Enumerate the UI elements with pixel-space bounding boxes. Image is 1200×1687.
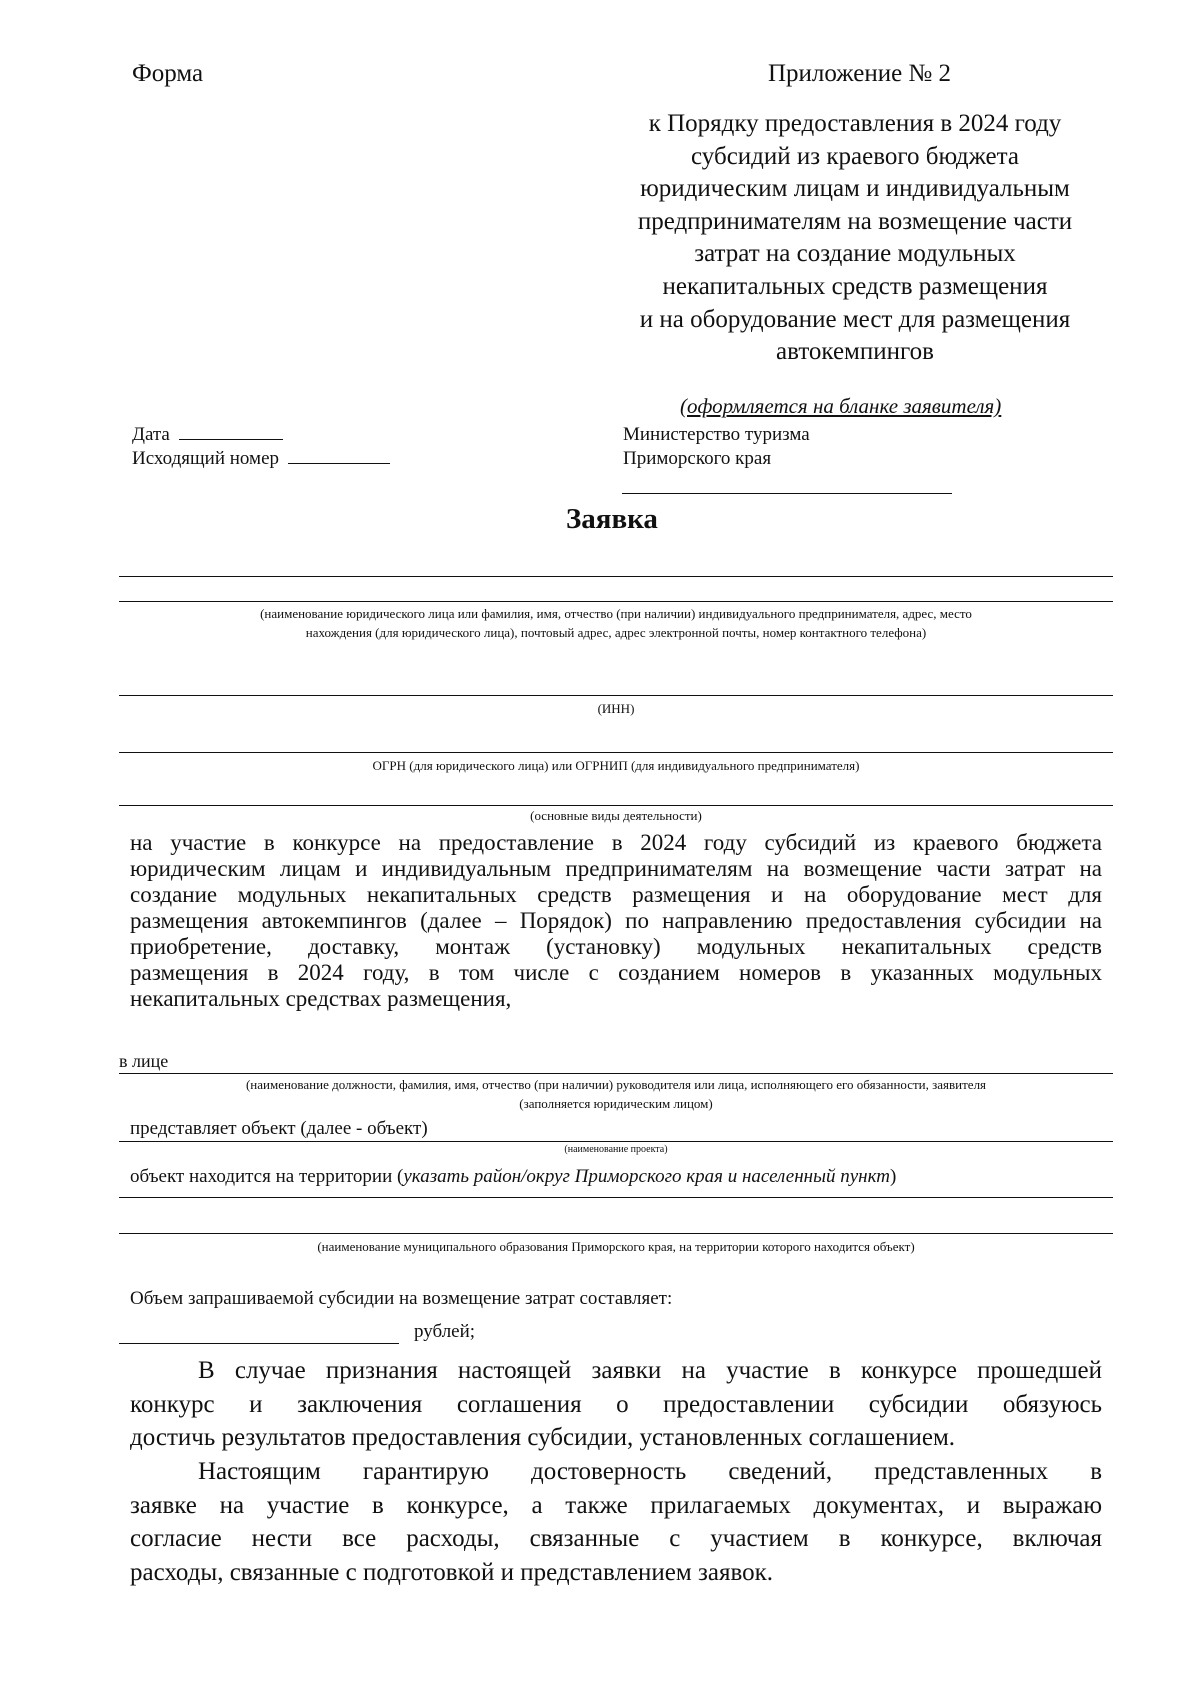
appendix-line: и на оборудование мест для размещения [639,305,1071,333]
appendix-title: Приложение № 2 [768,60,952,87]
paragraph-line: Настоящим гарантирую достоверность сведений, представленных в [198,1458,1102,1485]
appendix-line: к Порядку предоставления в 2024 году [648,110,1062,137]
applicant-caption-line: нахождения (для юридического лица), почтовый адрес, адрес электронной почты, номер контактного телефона) [305,625,927,640]
inn-caption: (ИНН) [597,701,635,716]
currency-suffix: рублей; [414,1321,476,1342]
paragraph-line: согласие нести все расходы, связанные с участием в конкурсе, включая [130,1525,1102,1552]
representative-caption [119,1075,1113,1113]
location-instruction: указать район/округ Приморского края и населенный пункт [403,1166,890,1187]
paragraph-line: некапитальных средствах размещения, [130,986,512,1011]
participation-paragraph [130,830,1102,1012]
appendix-line: автокемпингов [776,338,934,366]
letterhead-note: (оформляется на бланке заявителя) [680,394,1002,418]
outgoing-number-label [132,448,390,470]
date-label-text: Дата [132,424,170,445]
date-field[interactable] [179,439,283,440]
paragraph-line: В случае признания настоящей заявки на участие в конкурсе прошедшей [198,1357,1102,1384]
paragraph-line: создание модульных некапитальных средств размещения и на оборудование мест для [130,882,1102,907]
addressee-line-2: Приморского края [623,448,772,469]
representative-caption-line: (наименование должности, фамилия, имя, отчество (при наличии) руководителя или лица, исполняющего его обязанности, заявителя [245,1077,987,1092]
subsidy-amount-field[interactable] [119,1343,399,1344]
subsidy-label: Объем запрашиваемой субсидии на возмещение затрат составляет: [130,1288,673,1309]
paragraph-line: размещения автокемпингов (далее – Порядок) по направлению предоставления субсидии на [130,908,1102,933]
location-line-2[interactable] [119,1233,1113,1234]
appendix-reference [595,108,1115,369]
object-location-label [130,1166,896,1188]
applicant-line-2[interactable] [119,601,1113,602]
form-label: Форма [132,60,204,87]
paragraph-line: на участие в конкурсе на предоставление в 2024 году субсидий из краевого бюджета [130,830,1102,855]
appendix-line: некапитальных средств размещения [662,272,1048,300]
inn-line[interactable] [119,695,1113,696]
applicant-caption-line: (наименование юридического лица или фамилия, имя, отчество (при наличии) индивидуального предпринимателя, адрес, место [260,606,972,621]
addressee-underline [622,493,952,494]
paragraph-line: заявке на участие в конкурсе, а также прилагаемых документах, и выражаю [130,1491,1102,1519]
date-label [132,424,283,446]
paragraph-line: размещения в 2024 году, в том числе с созданием номеров в указанных модульных [130,960,1102,985]
appendix-line: предпринимателям на возмещение части [637,207,1073,235]
applicant-caption [119,604,1113,642]
representative-caption-line: (заполняется юридическим лицом) [519,1096,713,1111]
ogrn-line[interactable] [119,752,1113,753]
paragraph-line: достичь результатов предоставления субсидии, установленных соглашением. [130,1424,956,1451]
object-caption: (наименование проекта) [564,1144,668,1155]
outgoing-number-field[interactable] [288,463,390,464]
location-suffix: ) [889,1166,897,1187]
ogrn-caption: ОГРН (для юридического лица) или ОГРНИП (для индивидуального предпринимателя) [372,758,860,773]
object-label: представляет объект (далее - объект) [130,1118,428,1139]
applicant-line-1[interactable] [119,576,1113,577]
paragraph-line: приобретение, доставку, монтаж (установку) модульных некапитальных средств [130,934,1102,959]
paragraph-line: расходы, связанные с подготовкой и представлением заявок. [130,1558,773,1586]
representative-label: в лице [119,1051,169,1071]
municipality-caption: (наименование муниципального образования Приморского края, на территории которого находится объект) [317,1239,915,1254]
guarantee-paragraph [130,1455,1102,1589]
appendix-line: затрат на создание модульных [694,240,1016,268]
commitment-paragraph [130,1354,1102,1455]
page-title: Заявка [566,503,658,535]
activities-caption: (основные виды деятельности) [530,808,702,823]
outgoing-number-text: Исходящий номер [132,448,280,469]
representative-line[interactable] [119,1073,1113,1074]
location-prefix: объект находится на территории ( [130,1166,404,1187]
paragraph-line: юридическим лицам и индивидуальным предпринимателям на возмещение части затрат на [130,856,1102,881]
appendix-line: юридическим лицам и индивидуальным [640,175,1070,203]
paragraph-line: конкурс и заключения соглашения о предоставлении субсидии обязуюсь [130,1390,1102,1418]
object-line[interactable] [119,1141,1113,1142]
appendix-line: субсидий из краевого бюджета [691,142,1019,170]
addressee-line-1: Министерство туризма [623,424,810,445]
location-line-1[interactable] [119,1197,1113,1198]
